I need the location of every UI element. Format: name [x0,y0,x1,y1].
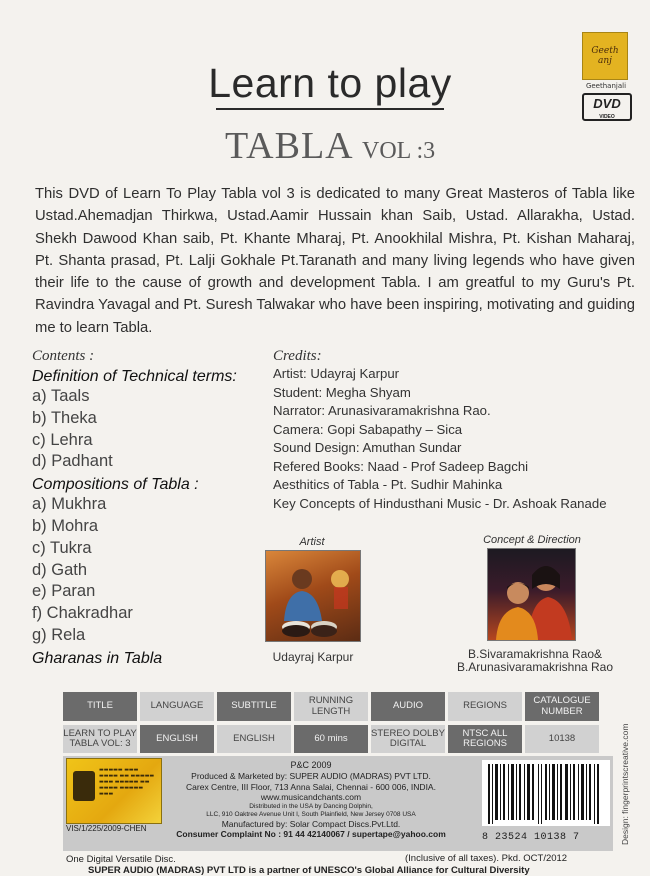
logo-text-top: Geeth [591,46,619,56]
list-item: g) Rela [32,625,86,644]
barcode-number: 8 23524 10138 7 [482,832,580,843]
copyright-year: P&C 2009 [290,760,332,770]
producer-address: Carex Centre, III Floor, 713 Anna Salai, Chennai - 600 006, INDIA. [186,781,436,792]
direction-caption: Concept & Direction [483,534,581,546]
hologram-sticker [66,758,162,824]
artist-caption: Artist [299,536,325,548]
value-cell: LEARN TO PLAY TABLA VOL: 3 [63,725,137,753]
brand-name: Geethanjali [585,82,627,90]
usa-address: LLC, 910 Oaktree Avenue Unit I, South Plainfield, New Jersey 0708 USA [206,810,416,818]
title-text: Learn to play [208,60,452,106]
specs-table [63,692,613,753]
header-cell: LANGUAGE [140,692,214,721]
section-compositions: Compositions of Tabla : [32,476,199,494]
credit-line: Camera: Gopi Sabapathy – Sica [273,421,463,437]
list-item: b) Theka [32,408,97,427]
list-item: c) Tukra [32,538,92,557]
section-technical-terms: Definition of Technical terms: [32,368,237,385]
director-name-2: B.Arunasivaramakrishna Rao [456,660,614,674]
header-cell: TITLE [63,692,137,721]
header-cell: RUNNING LENGTH [294,692,368,721]
list-item: b) Mohra [32,516,99,535]
credit-line: Refered Books: Naad - Prof Sadeep Bagchi [273,458,529,474]
manufacturer: Manufactured by: Solar Compact Discs.Pvt.Ltd. [221,818,401,829]
producer-info [160,760,462,840]
value-cell: NTSC ALL REGIONS [448,725,522,753]
list-item: f) Chakradhar [32,604,133,623]
value-cell: ENGLISH [217,725,291,753]
artist-photo [265,550,361,642]
credits-list [273,348,643,513]
artist-illustration [266,551,360,641]
contents-heading: Contents : [32,348,95,364]
dvd-video-logo [582,93,632,121]
certificate-number: VIS/1/225/2009-CHEN [66,824,147,833]
list-item: d) Gath [32,560,88,579]
contents-list [32,348,262,668]
producer-website: www.musicandchants.com [260,792,362,802]
directors-illustration [488,549,575,640]
credit-line: Sound Design: Amuthan Sundar [273,440,462,455]
header-cell: REGIONS [448,692,522,721]
emblem-seal [73,771,95,801]
barcode-bars [482,760,610,826]
credit-line: Aesthitics of Tabla - Pt. Sudhir Mahinka [273,477,503,492]
design-credit: Design: fingerprintscreative.com [620,723,630,845]
description-paragraph: This DVD of Learn To Play Tabla vol 3 is dedicated to many Great Masteros of Tabla like Ustad.Ahemadjan Thirkwa, Ustad.Aamir Hussain khan Saib, Ustad. Allarakha, Ustad. Shekh Dawood Khan saib, Pt. Khante Mharaj, Pt. Anookhilal Mishra, Pt. Kishan Maharaj, Pt. Shanta prasad, Pt. Lalji Gokhale Pt.Taranath and many living legends who have given their life to the cause of growth and development Tabla. I am greatful to my Guru's Pt. Ravindra Yavagal and Pt. Suresh Talwakar who have been inspiring, motivating and guiding me to learn Tabla. [35,186,635,336]
credit-line: Student: Megha Shyam [273,384,411,400]
artist-name: Udayraj Karpur [272,650,354,664]
credit-line: Key Concepts of Hindusthani Music - Dr. Ashoak Ranade [273,495,607,511]
dvd-text: DVD [593,96,621,111]
list-item: a) Taals [32,387,90,405]
sticker-fineprint: ▬▬▬▬▬ ▬▬▬ ▬▬▬▬ ▬▬ ▬▬▬▬▬ ▬▬▬ ▬▬▬▬▬ ▬▬ ▬▬▬▬ ▬▬▬▬▬ ▬▬▬ [99,767,155,797]
directors-photo [487,548,576,641]
volume-text: VOL :3 [362,138,436,164]
learn-to-play-title [180,60,480,107]
credits-heading: Credits: [273,348,322,364]
specs-value-row [63,721,613,753]
director-name-1: B.Sivaramakrishna Rao& [467,647,603,661]
value-cell: ENGLISH [140,725,214,753]
specs-header-row [63,692,613,721]
tax-pack-date: (Inclusive of all taxes). Pkd. OCT/2012 [405,853,568,864]
marketed-by: Produced & Marketed by: SUPER AUDIO (MADRAS) PVT LTD. [191,771,431,781]
subject-text: TABLA [225,125,352,167]
directors-names [445,648,625,674]
usa-distributor: Distributed in the USA by Dancing Dolphin, [249,802,373,810]
value-cell: 10138 [525,725,599,753]
credit-line: Narrator: Arunasivaramakrishna Rao. [273,403,491,418]
logo-text-mid: anj [598,56,612,66]
list-item: e) Paran [32,582,96,601]
list-item: a) Mukhra [32,495,107,514]
geethanjali-emblem [582,32,628,80]
barcode [482,760,610,826]
list-item: c) Lehra [32,430,93,449]
dvd-sub-text: VIDEO [599,114,615,120]
consumer-complaint: Consumer Complaint No : 91 44 42140067 / supertape@yahoo.com [176,829,446,839]
list-item: d) Padhant [32,452,113,471]
geethanjali-logo [582,32,632,124]
credit-line: Artist: Udayraj Karpur [273,366,400,381]
value-cell: STEREO DOLBY DIGITAL [371,725,445,753]
subject-title [225,124,435,168]
value-cell: 60 mins [294,725,368,753]
unesco-partner-note: SUPER AUDIO (MADRAS) PVT LTD is a partner of UNESCO's Global Alliance for Cultural Diversity [88,865,530,876]
section-gharanas: Gharanas in Tabla [32,649,163,667]
header-cell: CATALOGUE NUMBER [525,692,599,721]
header-cell: SUBTITLE [217,692,291,721]
title-underline [216,108,444,110]
disc-type: One Digital Versatile Disc. [66,854,176,865]
header-cell: AUDIO [371,692,445,721]
